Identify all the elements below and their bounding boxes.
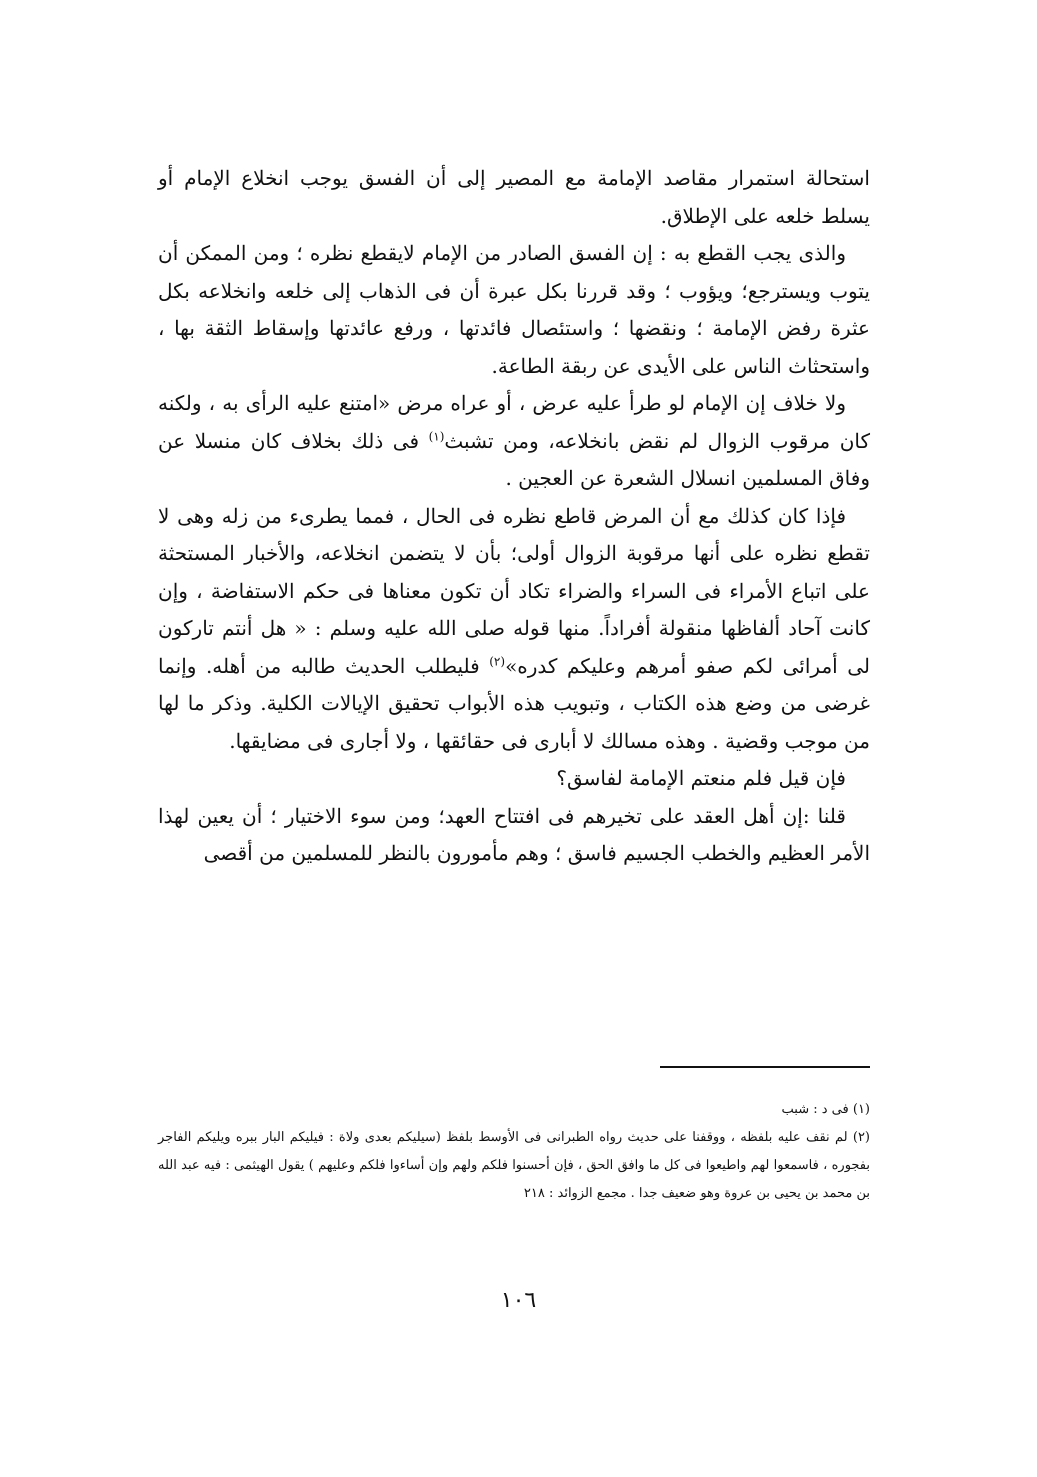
paragraph-3-tail: فى ذلك بخلاف كان منسلا عن وفاق المسلمين انسلال الشعرة عن العجين .	[158, 428, 870, 490]
paragraph-4-text: فإذا كان كذلك مع أن المرض قاطع نظره فى الحال ، فمما يطرىء من زله وهى لا تقطع نظره على أنها مرقوبة الزوال أولى؛ بأن لا يتضمن انخلاعه، والأخبار المستحثة على اتباع الأمراء فى السراء والضراء تكاد أن تكون معناها فى حكم الاستفاضة ، وإن كانت آحاد ألفاظها منقولة أفراداً. منها قوله صلى الله عليه وسلم : « هل أنتم تاركون لى أمرائى لكم صفو أمرهم وعليكم كدره»	[158, 503, 870, 678]
paragraph-4-tail: فليطلب الحديث طالبه من أهله. وإنما غرضى من وضع هذه الكتاب ، وتبويب هذه الأبواب تحقيق الإيالات الكلية. وذكر ما لها من موجب وقضية . وهذه مسالك لا أبارى فى حقائقها ، ولا أجارى فى مضايقها.	[158, 653, 870, 753]
paragraph-4	[158, 498, 870, 761]
page-number: ١٠٦	[500, 1288, 537, 1313]
footnote-1: (١) فى د : شبب	[781, 1102, 870, 1117]
paragraph-5: فإن قيل فلم منعتم الإمامة لفاسق؟	[556, 766, 846, 790]
footnote-2: (٢) لم نقف عليه بلفظه ، ووقفنا على حديث رواه الطبرانى فى الأوسط بلفظ (سيليكم بعدى ولاة : فيليكم البار ببره ويليكم الفاجر بفجوره ، فاسمعوا لهم واطيعوا فى كل ما وافق الحق ، فإن أحسنوا فلكم ولهم وإن أساءوا فلكم وعليهم ) يقول الهيثمى : فيه عبد الله بن محمد بن يحيى بن عروة وهو ضعيف جدا . مجمع الزوائد : ٢١٨	[158, 1130, 870, 1201]
paragraph-3	[158, 385, 870, 498]
paragraph-1: استحالة استمرار مقاصد الإمامة مع المصير إلى أن الفسق يوجب انخلاع الإمام أو يسلط خلعه على الإطلاق.	[158, 166, 870, 228]
paragraph-3-text: ولا خلاف إن الإمام لو طرأ عليه عرض ، أو عراه مرض «امتنع عليه الرأى به ، ولكنه كان مرقوب الزوال لم نقض بانخلاعه، ومن تشبث	[158, 391, 871, 453]
footnotes	[158, 1096, 870, 1208]
footnote-ref-1: (١)	[428, 428, 445, 443]
main-text-body	[158, 160, 870, 873]
paragraph-6: قلنا :إن أهل العقد على تخيرهم فى افتتاح العهد؛ ومن سوء الاختيار ؛ أن يعين لهذا الأمر العظيم والخطب الجسيم فاسق ؛ وهم مأمورون بالنظر للمسلمين من أقصى	[158, 803, 870, 865]
footnote-separator	[660, 1066, 870, 1068]
footnote-ref-2: (٢)	[489, 653, 506, 668]
paragraph-2: والذى يجب القطع به : إن الفسق الصادر من الإمام لايقطع نظره ؛ ومن الممكن أن يتوب ويسترجع؛ ويؤوب ؛ وقد قررنا بكل عبرة أن فى الذهاب إلى خلعه وانخلاعه بكل عثرة رفض الإمامة ؛ ونقضها ؛ واستئصال فائدتها ، ورفع عائدتها وإسقاط الثقة بها ، واستحثاث الناس على الأيدى عن ربقة الطاعة.	[158, 241, 870, 378]
